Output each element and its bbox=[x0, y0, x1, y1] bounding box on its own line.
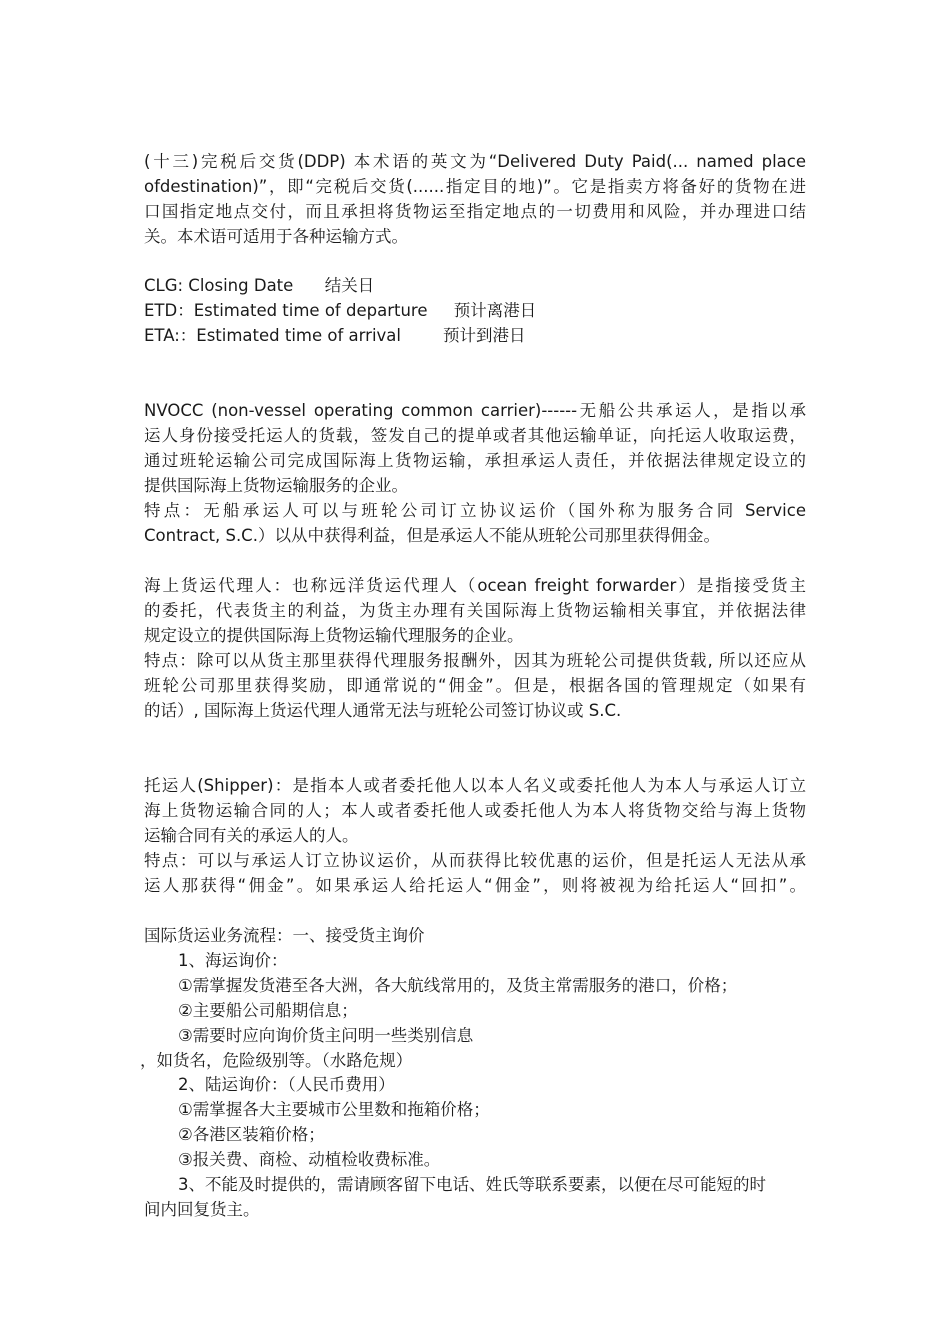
ddp-line-2: ofdestination)”，即“完税后交货(......指定目的地)”。它是指卖方将备好的货物在进 bbox=[144, 177, 806, 196]
forwarder-line-3: 规定设立的提供国际海上货物运输代理服务的企业。 bbox=[144, 626, 524, 645]
ddp-line-1: (十三)完税后交货(DDP) 本术语的英文为“Delivered Duty Paid(... named place bbox=[144, 152, 806, 171]
land-item-2: ②各港区装箱价格； bbox=[178, 1125, 325, 1144]
forwarder-line-6: 的话）, 国际海上货运代理人通常无法与班轮公司签订协议或 S.C. bbox=[144, 701, 622, 720]
nvocc-line-1: NVOCC (non-vessel operating common carrier)------无船公共承运人，是指以承 bbox=[144, 401, 806, 420]
item-3-line-2: 间内回复货主。 bbox=[144, 1200, 260, 1219]
land-item-3: ③报关费、商检、动植检收费标准。 bbox=[178, 1150, 441, 1169]
nvocc-line-2: 运人身份接受托运人的货载，签发自己的提单或者其他运输单证，向托运人收取运费， bbox=[144, 426, 806, 445]
item-3-line-1: 3、不能及时提供的，需请顾客留下电话、姓氏等联系要素，以便在尽可能短的时 bbox=[178, 1175, 766, 1194]
shipper-line-3: 运输合同有关的承运人的人。 bbox=[144, 826, 359, 845]
nvocc-line-5: 特点：无船承运人可以与班轮公司订立协议运价（国外称为服务合同 Service bbox=[144, 501, 806, 520]
land-inquiry-title: 2、陆运询价：（人民币费用） bbox=[178, 1075, 395, 1094]
sea-inquiry-title: 1、海运询价： bbox=[178, 951, 288, 970]
nvocc-line-6: Contract, S.C.）以从中获得利益，但是承运人不能从班轮公司那里获得佣金。 bbox=[144, 526, 720, 545]
term-clg: CLG: Closing Date 结关日 bbox=[144, 276, 375, 295]
sea-item-3: ③需要时应向询价货主问明一些类别信息 bbox=[178, 1026, 474, 1045]
forwarder-line-4: 特点：除可以从货主那里获得代理服务报酬外，因其为班轮公司提供货载, 所以还应从 bbox=[144, 651, 806, 670]
process-title: 国际货运业务流程：一、接受货主询价 bbox=[144, 926, 425, 945]
forwarder-line-2: 的委托，代表货主的利益，为货主办理有关国际海上货物运输相关事宜，并依据法律 bbox=[144, 601, 806, 620]
nvocc-line-3: 通过班轮运输公司完成国际海上货物运输，承担承运人责任，并依据法律规定设立的 bbox=[144, 451, 806, 470]
forwarder-line-5: 班轮公司那里获得奖励，即通常说的“佣金”。但是，根据各国的管理规定（如果有 bbox=[144, 676, 806, 695]
forwarder-line-1: 海上货运代理人：也称远洋货运代理人（ocean freight forwarder）是指接受货主 bbox=[144, 576, 806, 595]
shipper-line-1: 托运人(Shipper)：是指本人或者委托他人以本人名义或委托他人为本人与承运人订立 bbox=[144, 776, 806, 795]
land-item-1: ①需掌握各大主要城市公里数和拖箱价格； bbox=[178, 1100, 490, 1119]
nvocc-line-4: 提供国际海上货物运输服务的企业。 bbox=[144, 476, 408, 495]
ddp-line-3: 口国指定地点交付，而且承担将货物运至指定地点的一切费用和风险，并办理进口结 bbox=[144, 202, 806, 221]
shipper-line-2: 海上货物运输合同的人；本人或者委托他人或委托他人为本人将货物交给与海上货物 bbox=[144, 801, 806, 820]
shipper-line-5: 运人那获得“佣金”。如果承运人给托运人“佣金”，则将被视为给托运人“回扣”。 bbox=[144, 876, 806, 895]
term-etd: ETD：Estimated time of departure 预计离港日 bbox=[144, 301, 537, 320]
sea-item-1: ①需掌握发货港至各大洲，各大航线常用的，及货主常需服务的港口，价格； bbox=[178, 976, 738, 995]
sea-item-2: ②主要船公司船期信息； bbox=[178, 1001, 358, 1020]
sea-note: ，如货名，危险级别等。（水路危规） bbox=[140, 1051, 413, 1070]
term-eta: ETA:：Estimated time of arrival 预计到港日 bbox=[144, 326, 526, 345]
shipper-line-4: 特点：可以与承运人订立协议运价，从而获得比较优惠的运价，但是托运人无法从承 bbox=[144, 851, 806, 870]
ddp-line-4: 关。本术语可适用于各种运输方式。 bbox=[144, 227, 408, 246]
